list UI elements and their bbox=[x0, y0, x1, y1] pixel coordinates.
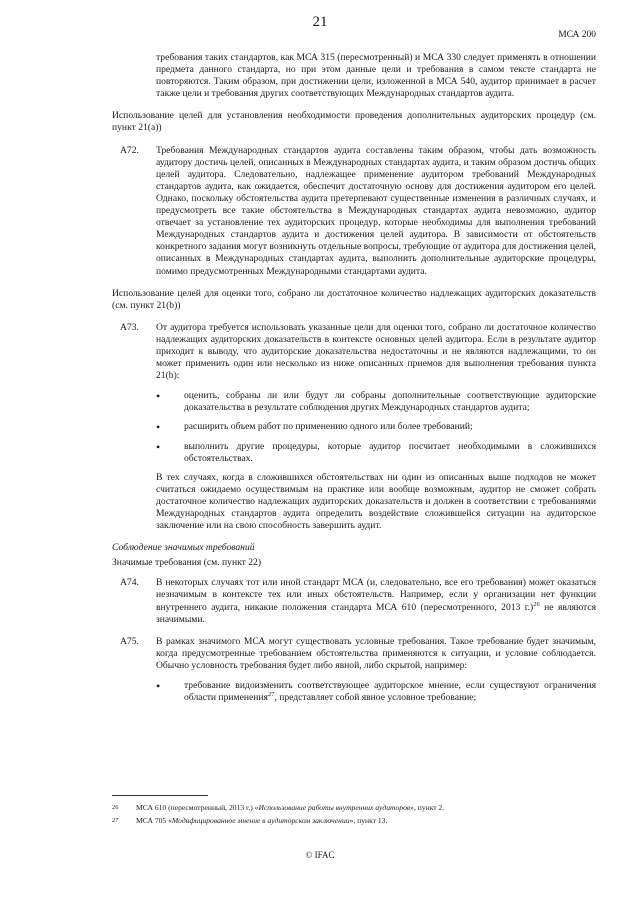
footnotes bbox=[112, 803, 596, 829]
paragraph-number: A72. bbox=[120, 144, 139, 156]
standard-code: МСА 200 bbox=[558, 30, 596, 40]
footnote-text: МСА 705 «Модифицированное мнение в аудиторском заключении», пункт 13. bbox=[136, 816, 388, 825]
subsection-heading: Значимые требования (см. пункт 22) bbox=[112, 557, 262, 569]
paragraph-closing-text: В тех случаях, когда в сложившихся обстоятельствах ни один из описанных выше подходов не может считаться ожидаемо осуществимым на практике или вообще возможным, аудитор не сможет собрать достаточное количество надлежащих аудиторских доказательств и должен в соответствии с требованиями Международных стандартов аудита определить воздействие сложившейся ситуации на аудиторское заключение или на свою способность завершить аудит. bbox=[156, 471, 596, 532]
footnote-ref[interactable]: 26 bbox=[533, 600, 540, 608]
page-number: 21 bbox=[312, 14, 328, 30]
paragraph-a72 bbox=[112, 145, 596, 278]
footnote-number: 27 bbox=[112, 817, 119, 824]
section-heading-relevant-requirements: Соблюдение значимых требований bbox=[112, 542, 255, 554]
footnote-text: МСА 610 (пересмотренный, 2013 г.) «Использование работы внутренних аудиторов», пункт 2. bbox=[136, 803, 445, 812]
bullet-icon: • bbox=[156, 679, 161, 694]
paragraph-a73 bbox=[112, 322, 596, 532]
bullet-icon: • bbox=[156, 439, 161, 454]
continuation-paragraph: требования таких стандартов, как МСА 315 (пересмотренный) и МСА 330 следует применять в отношении предмета данного стандарта, но при этом данные цели и требования в самом тексте стандарта не повторяются. Таким образом, при достижении цели, изложенной в МСА 540, аудитор принимает в расчет также цели и требования других соответствующих Международных стандартов аудита. bbox=[156, 52, 596, 100]
footnote bbox=[112, 803, 596, 813]
paragraph-a75 bbox=[112, 636, 596, 711]
section-heading-evidence-evaluation: Использование целей для оценки того, собрано ли достаточное количество надлежащих аудиторских доказательств (см. пункт 21(b)) bbox=[112, 287, 596, 311]
bullet-icon: • bbox=[156, 389, 161, 404]
paragraph-number: A73. bbox=[120, 321, 139, 333]
paragraph-text: В некоторых случаях тот или иной стандарт МСА (и, следовательно, все его требования) может оказаться незначимым в контексте тех или иных обстоятельств. Например, если у организации нет функции внутреннего аудита, никакие положения стандарта МСА 610 (пересмотренного, 2013 г.)$^{26}$ не являются значимыми. bbox=[156, 577, 596, 625]
footnote bbox=[112, 816, 596, 826]
paragraph-a74 bbox=[112, 577, 596, 625]
paragraph-number: A74. bbox=[120, 577, 139, 589]
footnote-number: 26 bbox=[112, 804, 119, 811]
list-item: • выполнить другие процедуры, которые аудитор посчитает необходимыми в сложившихся обстоятельствах. bbox=[156, 439, 596, 464]
list-item: • расширить объем работ по применению одного или более требований; bbox=[156, 420, 473, 435]
bullet-icon: • bbox=[156, 420, 161, 435]
paragraph-text: От аудитора требуется использовать указанные цели для оценки того, собрано ли достаточное количество надлежащих аудиторских доказательств в контексте основных целей аудитора. Если в результате аудитор приходит к выводу, что аудиторские доказательства недостаточны и не являются надлежащими, то он может применить один или несколько из ниже описанных приемов для выполнения требования пункта 21(b): bbox=[156, 321, 596, 382]
footnote-ref[interactable]: 27 bbox=[267, 690, 275, 698]
paragraph-number: A75. bbox=[120, 635, 139, 647]
page-content bbox=[112, 52, 596, 721]
copyright-footer: © IFAC bbox=[305, 850, 335, 860]
paragraph-text: Требования Международных стандартов аудита составлены таким образом, чтобы дать возможность аудитору достичь целей, описанных в Международных стандартах аудита, и таким образом достичь общих целей аудитора. Следовательно, надлежащее применение аудитором требований Международных стандартов аудита, как ожидается, обеспечит достаточную основу для достижения аудитором его целей. Однако, поскольку обстоятельства аудита претерпевают существенные изменения в различных случаях, и предусмотреть все такие обстоятельства в Международных стандартах аудита невозможно, аудитор отвечает за установление тех аудиторских процедур, которые необходимы для выполнения требований Международных стандартов аудита и достижения целей аудитора. В зависимости от обстоятельств конкретного задания могут возникнуть отдельные вопросы, требующие от аудитора для достижения целей, описанных в Международных стандартах аудита, выполнить дополнительные аудиторские процедуры, помимо предусмотренных Международными стандартами аудита. bbox=[156, 144, 596, 277]
paragraph-text: В рамках значимого МСА могут существовать условные требования. Такое требование будет значимым, когда предусмотренные требованием обстоятельства применяются к ситуации, и условие соблюдается. Обычно условность требования будет либо явной, либо скрытой, например: bbox=[156, 635, 596, 671]
footnote-divider bbox=[112, 795, 208, 796]
list-item: • оценить, собраны ли или будут ли собраны дополнительные соответствующие аудиторские доказательства в результате соблюдения других Международных стандартов аудита; bbox=[156, 389, 596, 414]
section-heading-additional-procedures: Использование целей для установления необходимости проведения дополнительных аудиторских процедур (см. пункт 21(а)) bbox=[112, 110, 596, 134]
list-item: • требование видоизменить соответствующее аудиторское мнение, если существуют ограничения области применения$^{27}$, представляет собой явное условное требование; bbox=[156, 679, 596, 704]
